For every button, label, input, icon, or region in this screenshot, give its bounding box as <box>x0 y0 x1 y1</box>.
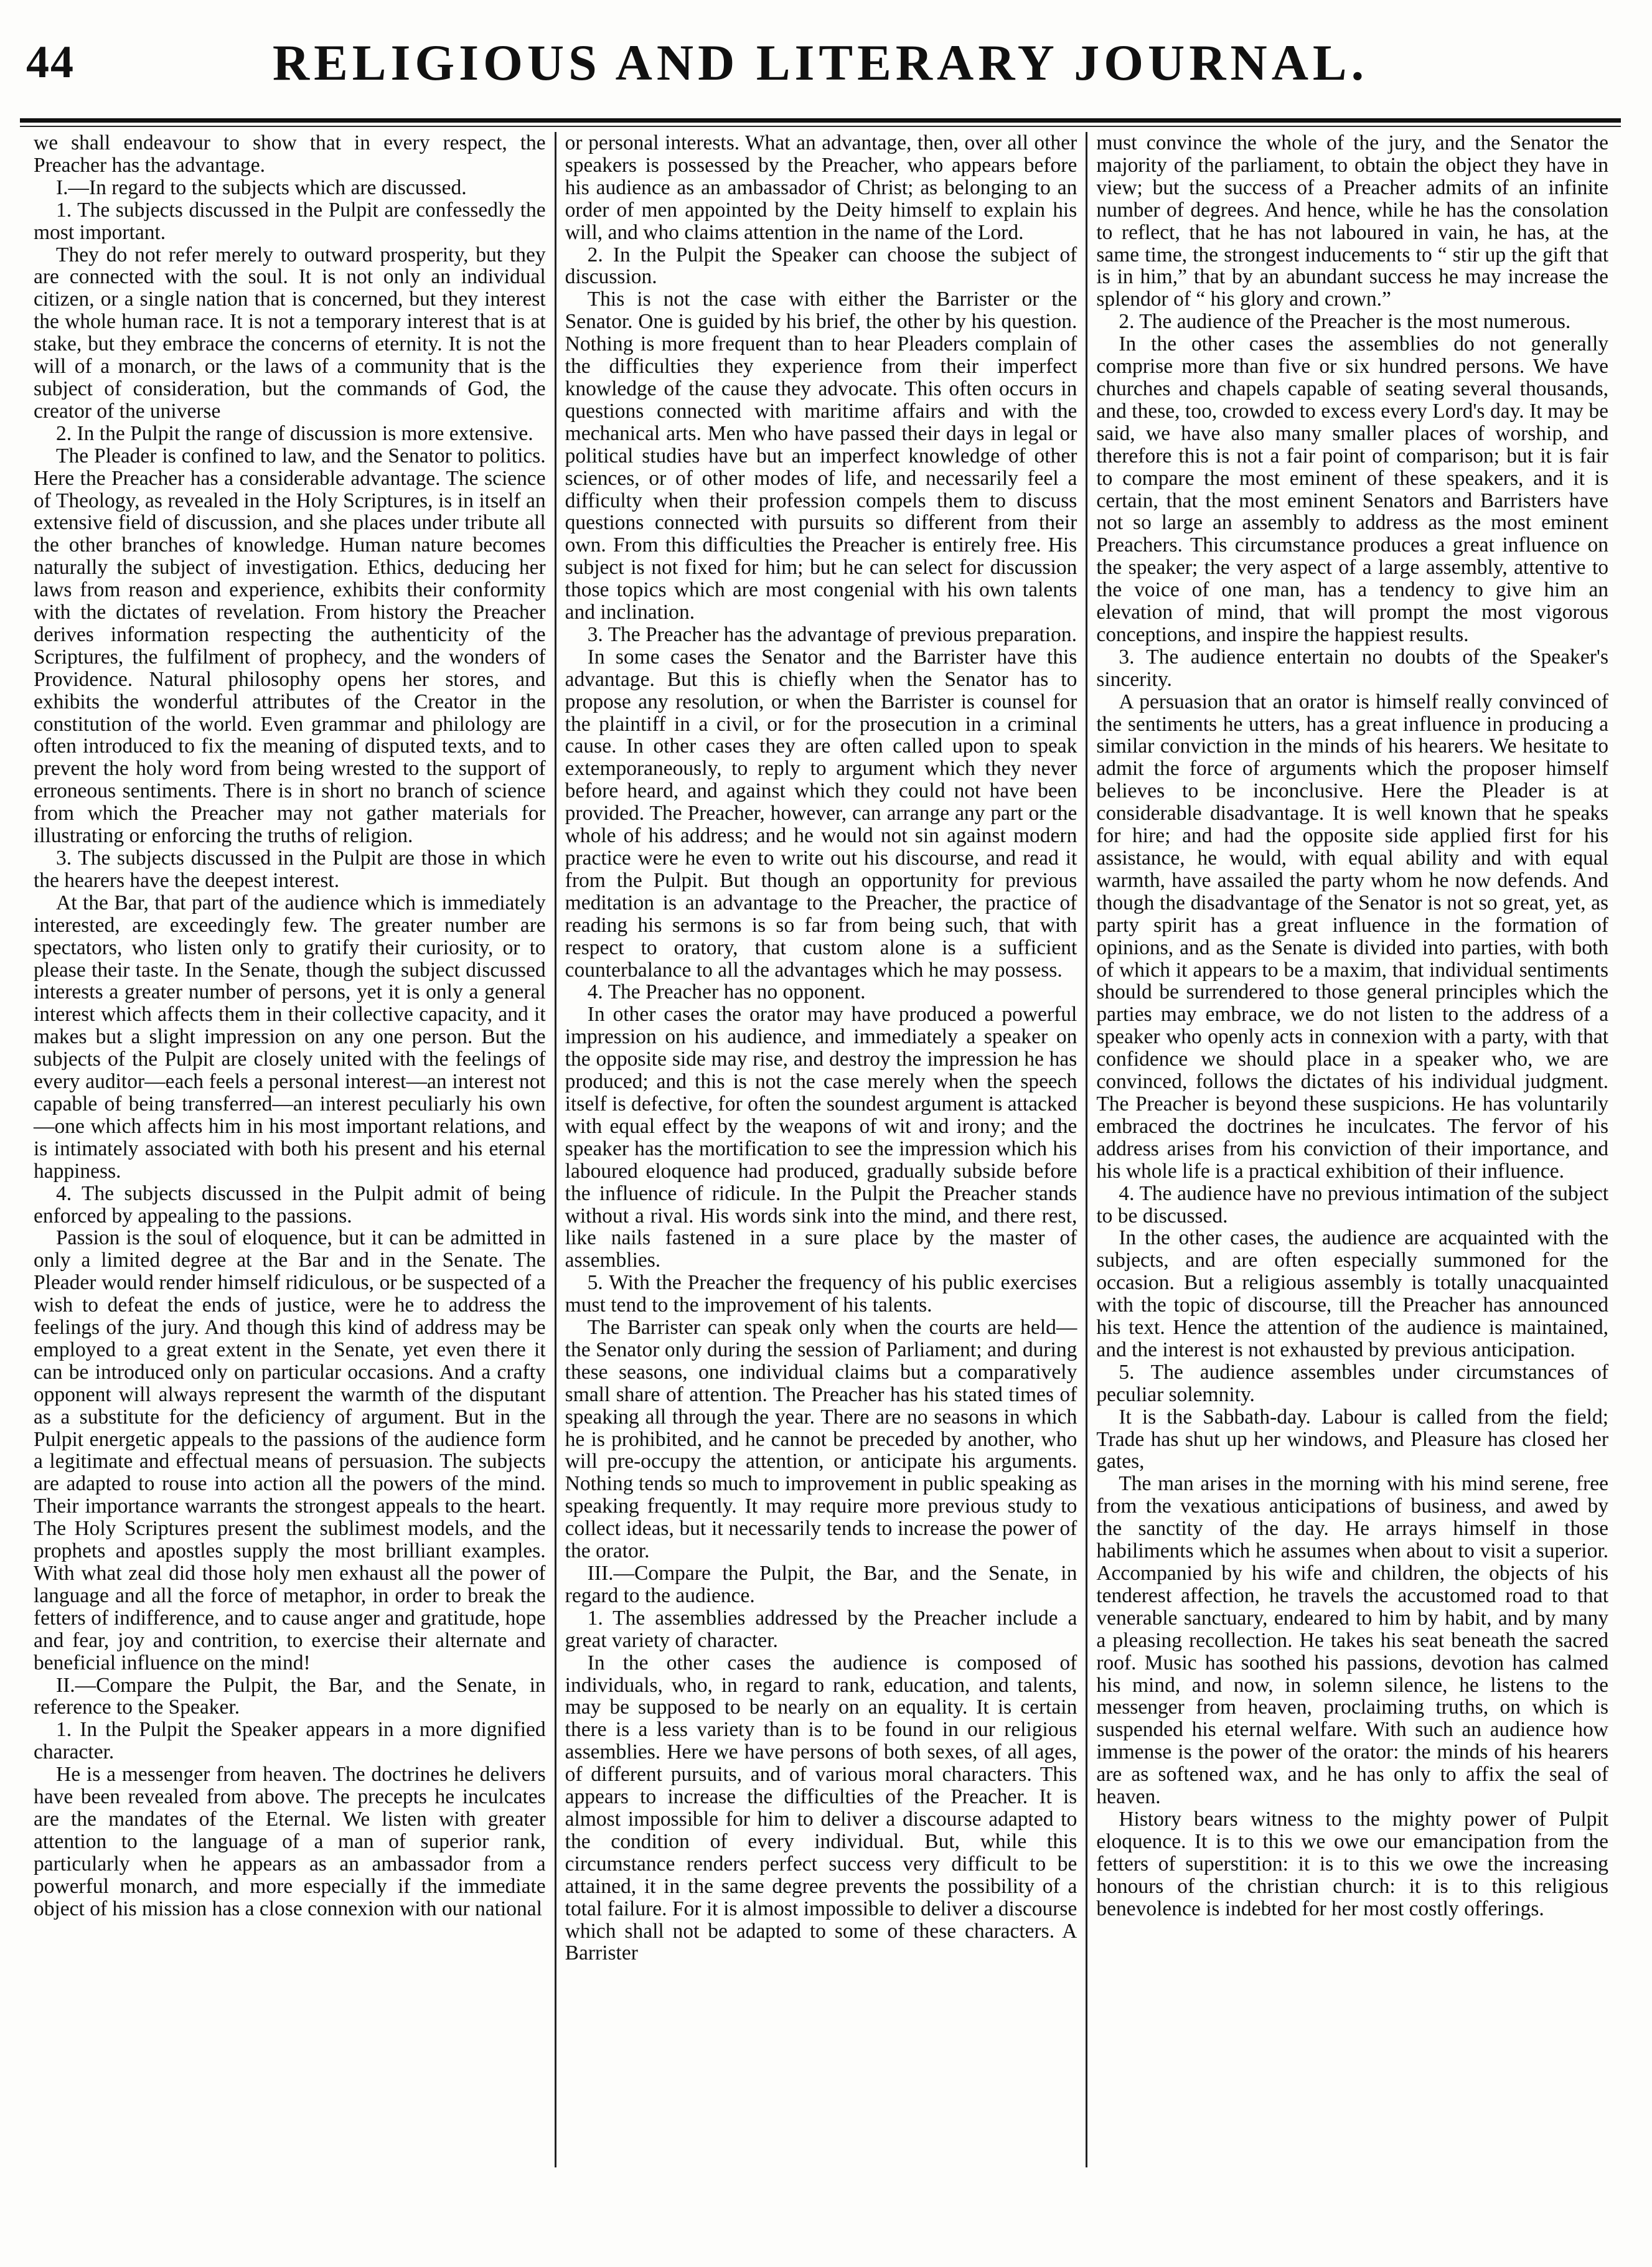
paragraph: 1. The assemblies addressed by the Preacher include a great variety of character. <box>565 1606 1077 1652</box>
header-rule-thick <box>20 118 1621 123</box>
paragraph: 5. The audience assembles under circumstances of peculiar solemnity. <box>1096 1360 1609 1406</box>
text-columns <box>25 132 1617 2167</box>
paragraph: 4. The audience have no previous intimation of the subject to be discussed. <box>1096 1181 1609 1227</box>
paragraph: III.—Compare the Pulpit, the Bar, and the Senate, in regard to the audience. <box>565 1562 1077 1607</box>
paragraph: In the other cases the assemblies do not generally comprise more than five or six hundred persons. We have churches and chapels capable of seating several thousands, and these, too, crowded to excess every Lord's day. It may be said, we have also many smaller places of worship, and therefore this is not a fair point of comparison; but it is fair to compare the most eminent of these speakers, and it is certain, that the most eminent Senators and Barristers have not so large an assembly to address as the most eminent Preachers. This circumstance produces a great influence on the speaker; the very aspect of a large assembly, attentive to the voice of one man, has a tendency to give him an elevation of mind, that will prompt the most vigorous conceptions, and inspire the happiest results. <box>1096 332 1609 646</box>
paragraph: At the Bar, that part of the audience which is immediately interested, are exceedingly few. The greater number are spectators, who listen only to gratify their curiosity, or to please their taste. In the Senate, though the subject discussed interests a greater number of persons, yet it is only a general interest which affects them in their collective capacity, and it makes but a slight impression on any one person. But the subjects of the Pulpit are closely united with the feelings of every auditor—each feels a personal interest—an interest not capable of being transferred—an interest peculiarly his own—one which affects him in his most important relations, and is intimately associated with both his present and his eternal happiness. <box>34 891 546 1183</box>
paragraph: 2. The audience of the Preacher is the most numerous. <box>1119 310 1571 334</box>
paragraph: In the other cases the audience is composed of individuals, who, in regard to rank, education, and talents, may be supposed to be nearly on an equality. It is certain there is a less variety than is to be found in our religious assemblies. Here we have persons of both sexes, of all ages, of different pursuits, and of various moral characters. This appears to increase the difficulties of the Preacher. It is almost impossible for him to deliver a discourse adapted to the condition of every individual. But, while this circumstance renders perfect success very difficult to be attained, it in the same degree prevents the possibility of a total failure. For it is almost impossible to deliver a discourse which shall not be adapted to some of these characters. A Barrister <box>565 1651 1077 1965</box>
paragraph: 1. In the Pulpit the Speaker appears in a more dignified character. <box>34 1718 546 1764</box>
paragraph: 2. In the Pulpit the Speaker can choose the subject of discussion. <box>565 243 1077 289</box>
page-header <box>20 31 1621 106</box>
paragraph: They do not refer merely to outward prosperity, but they are connected with the soul. It is not only an individual citizen, or a single nation that is concerned, but they interest the whole human race. It is not a temporary interest that is at stake, but they embrace the concerns of eternity. It is not the will of a monarch, or the laws of a community that is the subject of consideration, but the commands of God, the creator of the universe <box>34 243 546 423</box>
paragraph: In the other cases, the audience are acquainted with the subjects, and are often especially summoned for the occasion. But a religious assembly is totally unacquainted with the topic of discourse, till the Preacher has announced his text. Hence the attention of the audience is maintained, and the interest is not exhausted by previous anticipation. <box>1096 1226 1609 1361</box>
paragraph: or personal interests. What an advantage, then, over all other speakers is possessed by the Preacher, who appears before his audience as an ambassador of Christ; as belonging to an order of men appointed by the Deity himself to explain his will, and who claims attention in the name of the Lord. <box>565 132 1077 244</box>
header-rule-thin <box>20 126 1621 127</box>
paragraph: Passion is the soul of eloquence, but it can be admitted in only a limited degree at the Bar and in the Senate. The Pleader would render himself ridiculous, or be suspected of a wish to defeat the ends of justice, were he to address the feelings of the jury. And though this kind of address may be employed to a great extent in the Senate, yet even there it can be introduced only on particular occasions. And a crafty opponent will always represent the warmth of the disputant as a substitute for the deficiency of argument. But in the Pulpit energetic appeals to the passions of the audience form a legitimate and effectual means of persuasion. The subjects are adapted to rouse into action all the powers of the mind. Their importance warrants the strongest appeals to the heart. The Holy Scriptures present the sublimest models, and the prophets and apostles supply the most brilliant examples. With what zeal did those holy men exhaust all the power of language and all the force of metaphor, in order to break the fetters of indifference, and to cause anger and gratitude, hope and fear, joy and contrition, to exercise their alternate and beneficial influence on the mind! <box>34 1226 546 1674</box>
paragraph: 5. With the Preacher the frequency of his public exercises must tend to the improvement of his talents. <box>565 1271 1077 1317</box>
paragraph: He is a messenger from heaven. The doctrines he delivers have been revealed from above. The precepts he inculcates are the mandates of the Eternal. We listen with greater attention to the language of a man of superior rank, particularly when he appears as an ambassador from a powerful monarch, and more especially if the immediate object of his mission has a close connexion with our national <box>34 1763 546 1920</box>
text-column-middle <box>556 132 1086 2167</box>
paragraph: The man arises in the morning with his mind serene, free from the vexatious anticipations of business, and awed by the sanctity of the day. He arrays himself in those habiliments which he assumes when about to visit a superior. Accompanied by his wife and children, the objects of his tenderest affection, he travels the accustomed road to that venerable sanctuary, endeared to him by habit, and by many a pleasing recollection. He takes his seat beneath the sacred roof. Music has soothed his passions, devotion has calmed his mind, and now, in solemn silence, he listens to the messenger from heaven, proclaiming truths, on which is suspended his eternal welfare. With such an audience how immense is the power of the orator: the minds of his hearers are as softened wax, and he has only to affix the seal of heaven. <box>1096 1472 1609 1809</box>
text-column-right <box>1087 132 1617 2167</box>
paragraph: 3. The subjects discussed in the Pulpit are those in which the hearers have the deepest interest. <box>34 847 546 892</box>
paragraph: 4. The Preacher has no opponent. <box>587 980 866 1004</box>
paragraph: 4. The subjects discussed in the Pulpit admit of being enforced by appealing to the passions. <box>34 1181 546 1227</box>
paragraph: I.—In regard to the subjects which are discussed. <box>56 176 467 199</box>
paragraph: 3. The audience entertain no doubts of the Speaker's sincerity. <box>1096 645 1609 691</box>
paragraph: It is the Sabbath-day. Labour is called from the field; Trade has shut up her windows, and Pleasure has closed her gates, <box>1096 1405 1609 1473</box>
journal-title: RELIGIOUS AND LITERARY JOURNAL. <box>272 34 1369 91</box>
paragraph: 1. The subjects discussed in the Pulpit are confessedly the most important. <box>34 198 546 244</box>
paragraph: In some cases the Senator and the Barrister have this advantage. But this is chiefly when the Senator has to propose any resolution, or when the Barrister is counsel for the plaintiff in a civil, or for the prosecution in a criminal cause. In other cases they are often called upon to speak extemporaneously, to reply to argument which they never before heard, and against which they could not have been provided. The Preacher, however, can arrange any part or the whole of his address; and he would not sin against modern practice were he even to write out his discourse, and read it from the Pulpit. But though an opportunity for previous meditation is an advantage to the Preacher, the practice of reading his sermons is so far from being such, that with respect to oratory, that custom alone is a sufficient counterbalance to all the advantages which he may possess. <box>565 645 1077 982</box>
paragraph: This is not the case with either the Barrister or the Senator. One is guided by his brief, the other by his question. Nothing is more frequent than to hear Pleaders complain of the difficulties they experience from their imperfect knowledge of the cause they advocate. This often occurs in questions connected with maritime affairs and with the mechanical arts. Men who have passed their days in legal or political studies have but an imperfect knowledge of other sciences, or of other modes of life, and necessarily feel a difficulty when their profession compels them to discuss questions connected with pursuits so different from their own. From this difficulties the Preacher is entirely free. His subject is not fixed for him; but he can select for discussion those topics which are most congenial with his own talents and inclination. <box>565 288 1077 624</box>
text-column-left <box>25 132 555 2167</box>
paragraph: The Barrister can speak only when the courts are held—the Senator only during the session of Parliament; and during these seasons, one individual claims but a comparatively small share of attention. The Preacher has his stated times of speaking all through the year. There are no seasons in which he is prohibited, and he cannot be preceded by another, who will pre-occupy the attention, or anticipate his arguments. Nothing tends so much to improvement in public speaking as speaking frequently. It may require more previous study to collect ideas, but it necessarily tends to increase the power of the orator. <box>565 1316 1077 1563</box>
paragraph: we shall endeavour to show that in every respect, the Preacher has the advantage. <box>34 132 546 177</box>
paragraph: A persuasion that an orator is himself really convinced of the sentiments he utters, has a great influence in producing a similar conviction in the minds of his hearers. We hesitate to admit the force of arguments which the proposer himself believes to be inconclusive. Here the Pleader is at considerable disadvantage. It is well known that he speaks for hire; and had the opposite side applied first for his assistance, he would, with equal ability and with equal warmth, have assailed the party whom he now defends. And though the disadvantage of the Senator is not so great, yet, as party spirit has a great influence in the formation of opinions, and as the Senate is divided into parties, with both of which it appears to be a maxim, that individual sentiments should be surrendered to those general principles which the parties may embrace, we do not listen to the address of a speaker who openly acts in connexion with a party, with that confidence we should place in a speaker who, we are convinced, follows the dictates of his individual judgment. The Preacher is beyond these suspicions. He has voluntarily embraced the doctrines he inculcates. The fervor of his address arises from his conviction of their importance, and his whole life is a practical exhibition of their influence. <box>1096 690 1609 1183</box>
paragraph: The Pleader is confined to law, and the Senator to politics. Here the Preacher has a considerable advantage. The science of Theology, as revealed in the Holy Scriptures, is in itself an extensive field of discussion, and she places under tribute all the other branches of knowledge. Human nature becomes naturally the subject of investigation. Ethics, deducing her laws from reason and experience, exhibits their conformity with the dictates of revelation. From history the Preacher derives information respecting the authenticity of the Scriptures, the fulfilment of prophecy, and the wonders of Providence. Natural philosophy opens her stores, and exhibits the wonderful attributes of the Creator in the constitution of the world. Even grammar and philology are often introduced to fix the meaning of disputed texts, and to prevent the holy word from being wrested to the support of erroneous sentiments. There is in short no branch of science from which the Preacher may not gather materials for illustrating or enforcing the truths of religion. <box>34 444 546 848</box>
page-number: 44 <box>26 37 75 88</box>
paragraph: In other cases the orator may have produced a powerful impression on his audience, and immediately a speaker on the opposite side may rise, and destroy the impression he has produced; and this is not the case merely when the speech itself is defective, for often the soundest argument is attacked with equal effect by the weapons of wit and irony; and the speaker has the mortification to see the impression which his laboured eloquence had produced, gradually subside before the influence of ridicule. In the Pulpit the Preacher stands without a rival. His words sink into the mind, and there rest, like nails fastened in a sure place by the master of assemblies. <box>565 1003 1077 1272</box>
paragraph: must convince the whole of the jury, and the Senator the majority of the parliament, to obtain the object they have in view; but the success of a Preacher admits of an infinite number of degrees. And hence, while he has the consolation to reflect, that he has not laboured in vain, he has, at the same time, the strongest inducements to “ stir up the gift that is in him,” that by an abundant success he may increase the splendor of “ his glory and crown.” <box>1096 132 1609 311</box>
paragraph: II.—Compare the Pulpit, the Bar, and the Senate, in reference to the Speaker. <box>34 1673 546 1719</box>
paragraph: History bears witness to the mighty power of Pulpit eloquence. It is to this we owe our emancipation from the fetters of superstition: it is to this we owe the increasing honours of the christian church: it is to this religious benevolence is indebted for her most costly offerings. <box>1096 1807 1609 1920</box>
paragraph: 3. The Preacher has the advantage of previous preparation. <box>587 622 1077 646</box>
paragraph: 2. In the Pulpit the range of discussion is more extensive. <box>56 421 533 445</box>
